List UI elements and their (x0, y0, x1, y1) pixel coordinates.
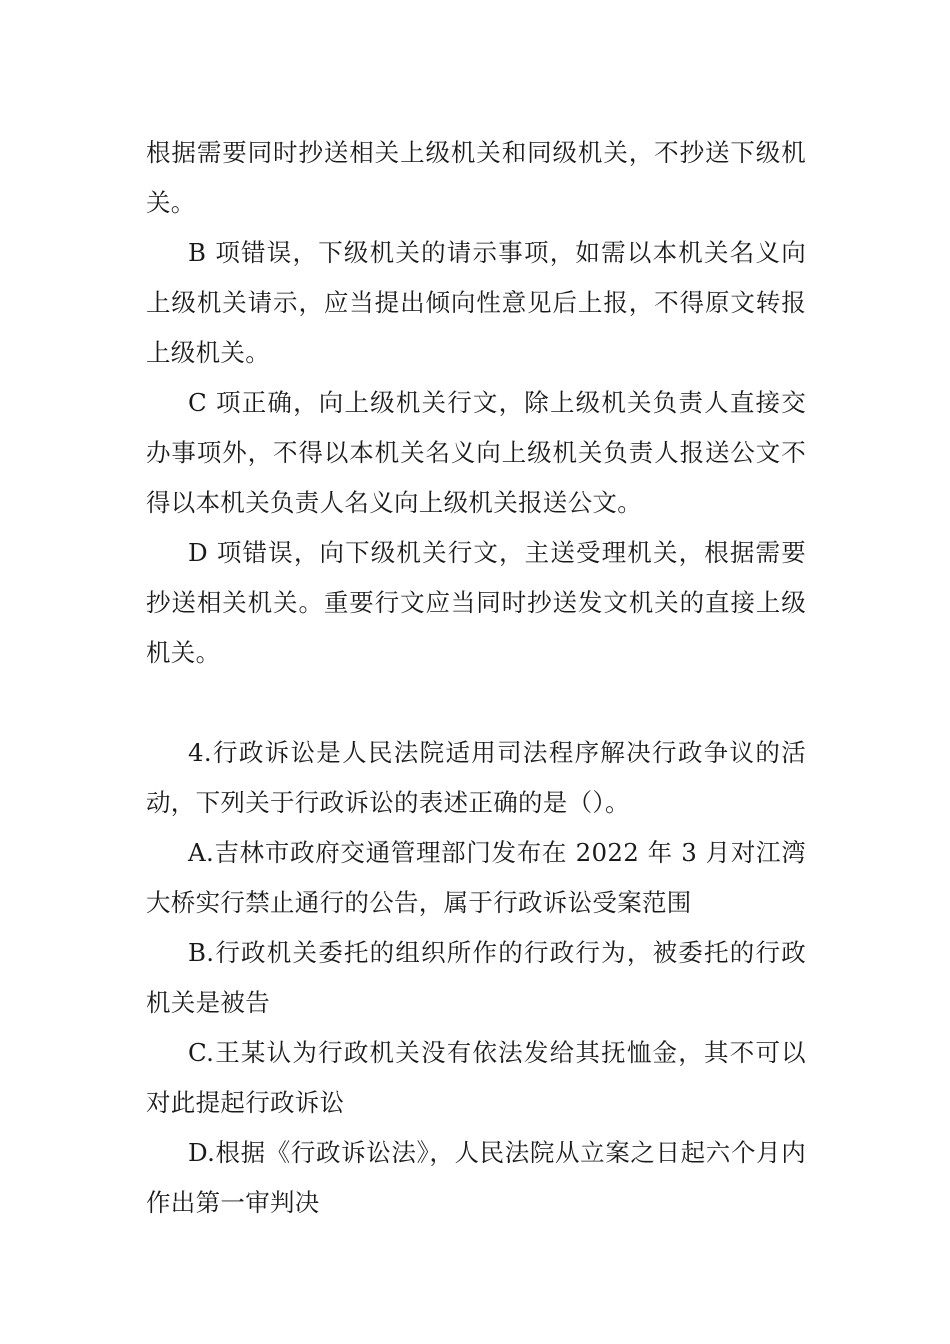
explanation-paragraph: B 项错误，下级机关的请示事项，如需以本机关名义向上级机关请示，应当提出倾向性意见后上报，不得原文转报上级机关。 (146, 238, 806, 367)
section-spacer (146, 678, 806, 728)
explanation-paragraph: C 项正确，向上级机关行文，除上级机关负责人直接交办事项外，不得以本机关名义向上级机关负责人报送公文不得以本机关负责人名义向上级机关报送公文。 (146, 388, 806, 517)
question-option-c: C.王某认为行政机关没有依法发给其抚恤金，其不可以对此提起行政诉讼 (146, 1038, 806, 1117)
explanation-paragraph: D 项错误，向下级机关行文，主送受理机关，根据需要抄送相关机关。重要行文应当同时抄送发文机关的直接上级机关。 (146, 538, 806, 667)
question-option-d: D.根据《行政诉讼法》，人民法院从立案之日起六个月内作出第一审判决 (146, 1138, 806, 1217)
document-page (146, 128, 806, 1228)
question-option-a: A.吉林市政府交通管理部门发布在 2022 年 3 月对江湾大桥实行禁止通行的公告，属于行政诉讼受案范围 (146, 838, 806, 917)
question-option-b: B.行政机关委托的组织所作的行政行为，被委托的行政机关是被告 (146, 938, 806, 1017)
question-stem: 4.行政诉讼是人民法院适用司法程序解决行政争议的活动，下列关于行政诉讼的表述正确的是（）。 (146, 738, 806, 817)
explanation-paragraph: 根据需要同时抄送相关上级机关和同级机关，不抄送下级机关。 (146, 138, 806, 217)
